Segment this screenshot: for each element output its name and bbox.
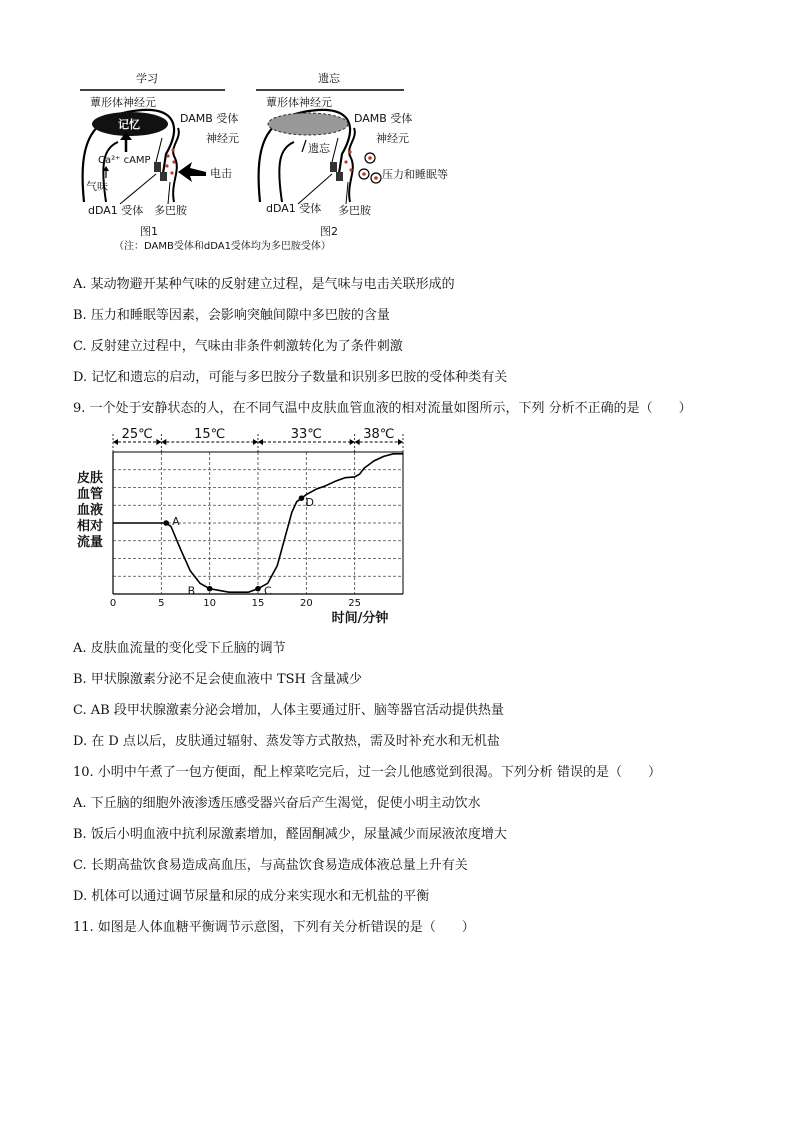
x-tick-label: 10 — [203, 598, 217, 609]
q8-option-d: D. 记忆和遗忘的启动，可能与多巴胺分子数量和识别多巴胺的受体种类有关 — [73, 370, 508, 385]
figure1-odor-label: 气味 — [86, 180, 108, 193]
q10-option-a: A. 下丘脑的细胞外液渗透压感受器兴奋后产生渴觉，促使小明主动饮水 — [73, 796, 481, 811]
x-tick-label: 0 — [109, 598, 117, 609]
segment-arrow-left — [355, 439, 360, 445]
segment-arrow-left — [161, 439, 166, 445]
figure1-nerve-label: 神经元 — [206, 132, 239, 145]
x-axis-label: 时间/分钟 — [331, 611, 389, 626]
q10-option-c: C. 长期高盐饮食易造成高血压，与高盐饮食易造成体液总量上升有关 — [73, 858, 468, 873]
q9-option-d: D. 在 D 点以后，皮肤通过辐射、蒸发等方式散热，需及时补充水和无机盐 — [73, 734, 500, 749]
segment-arrow-right — [398, 439, 403, 445]
figure1-memory-label: 记忆 — [118, 118, 140, 131]
q8-option-b: B. 压力和睡眠等因素，会影响突触间隙中多巴胺的含量 — [73, 308, 390, 323]
point-b — [207, 586, 213, 592]
figure1-title: 学习 — [136, 72, 158, 85]
q8-option-c: C. 反射建立过程中，气味由非条件刺激转化为了条件刺激 — [73, 339, 403, 354]
figure1-dda1-label: dDA1 受体 — [88, 204, 144, 217]
x-tick-label: 15 — [251, 598, 265, 609]
figure1-neuron-label: 蕈形体神经元 — [90, 96, 156, 109]
y-axis-label-line: 血管 — [76, 487, 104, 502]
segment-arrow-left — [113, 439, 118, 445]
figure2-caption: 图2 — [320, 225, 338, 238]
q10-option-b: B. 饭后小明血液中抗利尿激素增加，醛固酮减少，尿量减少而尿液浓度增大 — [73, 827, 507, 842]
q9-option-a: A. 皮肤血流量的变化受下丘脑的调节 — [73, 641, 286, 656]
point-label-a: A — [172, 515, 180, 528]
y-axis-label-line: 皮肤 — [76, 471, 104, 486]
y-axis-label-line: 相对 — [76, 519, 104, 534]
temperature-label: 38℃ — [363, 427, 395, 442]
point-c — [255, 586, 261, 592]
figure1-damb-label: DAMB 受体 — [180, 112, 239, 125]
figure2-forget-label: 遗忘 — [308, 142, 330, 155]
segment-arrow-right — [156, 439, 161, 445]
figure-neuron-diagrams — [70, 62, 490, 258]
figure-note: （注：DAMB受体和dDA1受体均为多巴胺受体） — [114, 241, 331, 252]
q10-stem: 10. 小明中午煮了一包方便面，配上榨菜吃完后，过一会儿他感觉到很渴。下列分析 错误的是（ ） — [73, 765, 661, 780]
temperature-label: 25℃ — [121, 427, 153, 442]
figure2-title: 遗忘 — [318, 72, 340, 85]
point-d — [299, 495, 305, 501]
q9-option-c: C. AB 段甲状腺激素分泌会增加，人体主要通过肝、脑等器官活动提供热量 — [73, 703, 504, 718]
q9-option-b: B. 甲状腺激素分泌不足会使血液中 TSH 含量减少 — [73, 672, 362, 687]
q8-option-a: A. 某动物避开某种气味的反射建立过程，是气味与电击关联形成的 — [73, 277, 455, 292]
y-axis-label-line: 流量 — [76, 535, 104, 550]
q10-option-d: D. 机体可以通过调节尿量和尿的成分来实现水和无机盐的平衡 — [73, 889, 430, 904]
x-tick-label: 25 — [348, 598, 362, 609]
figure1-dopamine-label: 多巴胺 — [154, 204, 187, 217]
figure1-caption: 图1 — [140, 225, 158, 238]
figure2-nerve-label: 神经元 — [376, 132, 409, 145]
segment-arrow-right — [253, 439, 258, 445]
figure2-dda1-label: dDA1 受体 — [266, 202, 322, 215]
point-label-c: C — [264, 584, 272, 598]
blood-flow-chart-svg — [70, 426, 420, 630]
point-label-b: B — [187, 584, 196, 598]
q9-stem: 9. 一个处于安静状态的人，在不同气温中皮肤血管血液的相对流量如图所示，下列 分析不正确的是（ ） — [73, 401, 692, 416]
y-axis-label-line: 血液 — [76, 503, 104, 518]
figure2-damb-label: DAMB 受体 — [354, 112, 413, 125]
x-tick-label: 20 — [299, 598, 313, 609]
figure2-neuron-label: 蕈形体神经元 — [266, 96, 332, 109]
q11-stem: 11. 如图是人体血糖平衡调节示意图，下列有关分析错误的是（ ） — [73, 920, 475, 935]
segment-arrow-left — [258, 439, 263, 445]
point-label-d: D — [305, 496, 314, 510]
figure2-stress-label: 压力和睡眠等 — [382, 168, 448, 181]
temperature-label: 33℃ — [290, 427, 322, 442]
figure1-shock-label: 电击 — [210, 167, 232, 180]
temperature-label: 15℃ — [194, 427, 226, 442]
faded-memory-blob — [268, 113, 348, 135]
blood-flow-chart — [70, 426, 420, 630]
figure2-dopamine-label: 多巴胺 — [338, 204, 371, 217]
figure1-ca-camp-label: Ca²⁺ cAMP — [98, 155, 151, 166]
point-a — [163, 520, 169, 526]
x-tick-label: 5 — [158, 598, 165, 609]
segment-arrow-right — [350, 439, 355, 445]
